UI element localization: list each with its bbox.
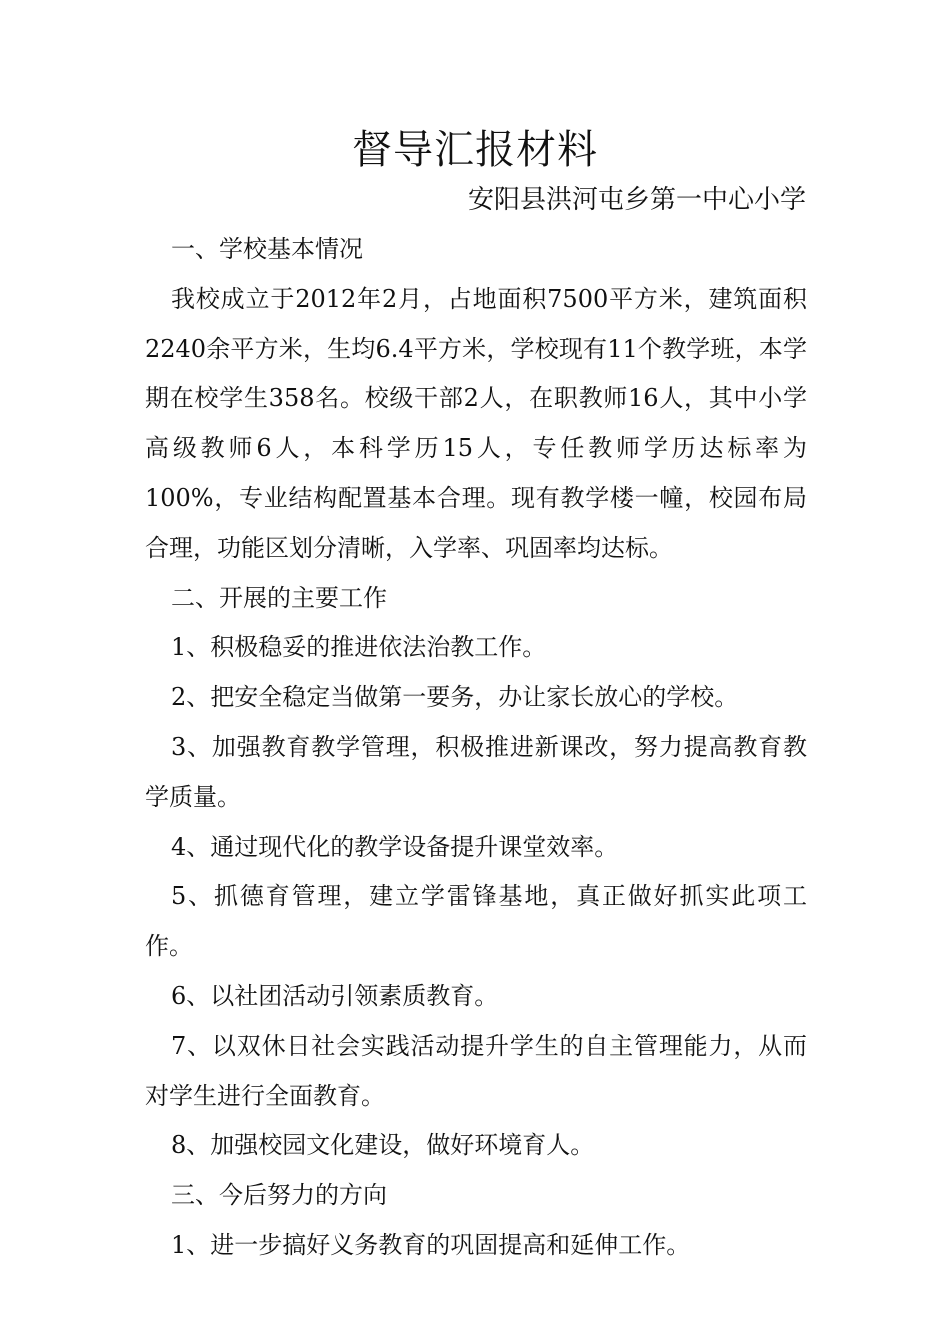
list-item: 7、以双休日社会实践活动提升学生的自主管理能力，从而对学生进行全面教育。 [145,1031,807,1110]
document-title: 督导汇报材料 [352,127,598,173]
list-item: 1、进一步搞好义务教育的巩固提高和延伸工作。 [171,1230,691,1259]
list-item: 1、积极稳妥的推进依法治教工作。 [171,633,547,662]
section-heading-basic-info: 一、学校基本情况 [171,235,363,263]
list-item: 2、把安全稳定当做第一要务，办让家长放心的学校。 [171,683,739,712]
document-body [145,225,807,1271]
section-heading-future-direction: 三、今后努力的方向 [171,1181,387,1210]
paragraph-basic-info: 我校成立于2012年2月，占地面积7500平方米，建筑面积2240余平方米，生均6.4平方米，学校现有11个教学班，本学期在校学生358名。校级干部2人，在职教师16人，其中小学高级教师6人，本科学历15人，专任教师学历达标率为100%，专业结构配置基本合理。现有教学楼一幢，校园布局合理，功能区划分清晰，入学率、巩固率均达标。 [145,284,807,562]
list-item: 3、加强教育教学管理，积极推进新课改，努力提高教育教学质量。 [145,732,807,811]
list-item: 4、通过现代化的教学设备提升课堂效率。 [171,832,619,861]
list-item: 6、以社团活动引领素质教育。 [171,981,499,1010]
list-item: 5、抓德育管理，建立学雷锋基地，真正做好抓实此项工作。 [145,882,807,961]
document-author: 安阳县洪河屯乡第一中心小学 [467,185,806,215]
list-item: 8、加强校园文化建设，做好环境育人。 [171,1131,595,1160]
section-heading-main-work: 二、开展的主要工作 [171,583,387,612]
